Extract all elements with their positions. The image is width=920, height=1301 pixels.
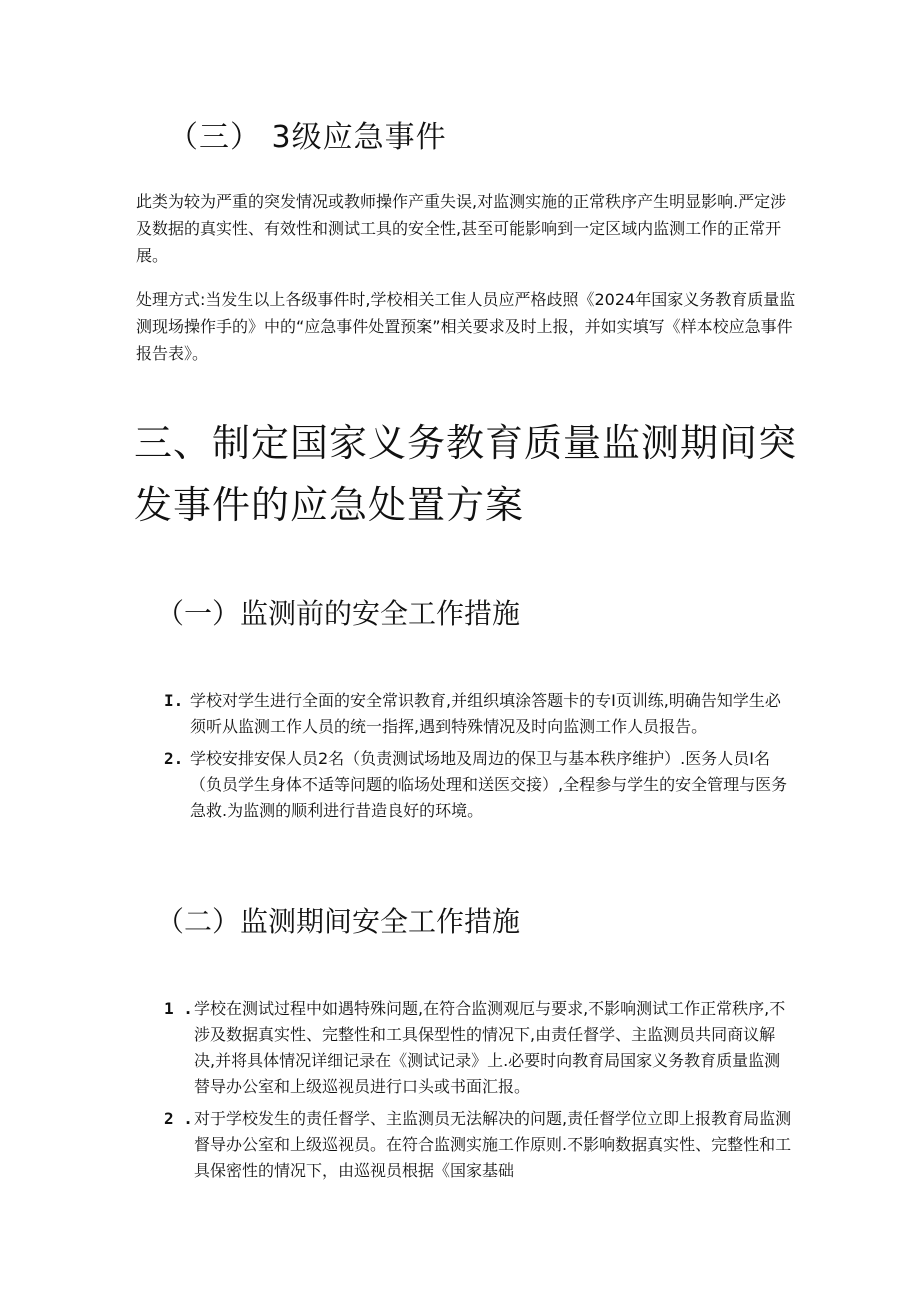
list-item	[164, 688, 794, 740]
list-item-text: 对于学校发生的责任督学、主监测员无法解决的问题,责任督学位立即上报教育局监测督导办公室和上级巡视员。在符合监测实施工作原则.不影响数据真实性、完整性和工具保密性的情况下，由巡视员根据《国家基础	[194, 1109, 792, 1180]
pre-monitoring-measures-list	[164, 688, 794, 830]
list-item	[164, 996, 794, 1100]
list-item	[164, 746, 794, 824]
main-section-heading: 三、制定国家义务教育质量监测期间突发事件的应急处置方案	[134, 421, 798, 527]
list-item-number: 2 .	[164, 1109, 193, 1128]
during-monitoring-measures-list	[164, 996, 794, 1190]
list-item-number: 1 .	[164, 999, 193, 1018]
subsection-heading-level3-event: （三） 3级应急事件	[168, 120, 447, 155]
list-item-number: I.	[164, 691, 184, 710]
subsection-heading-during-monitoring: （二）监测期间安全工作措施	[156, 905, 521, 938]
list-item-text: 学校在测试过程中如遇特殊问题,在符合监测观厄与要求,不影响测试工作正常秩序,不涉及数据真实性、完整性和工具保型性的情况下,由责任督学、主监测员共同商议解决,并将具体情况详细记录在《测试记录》上.必要时向教育局国家义务教育质量监测替导办公室和上级巡视员进行口头或书面汇报。	[194, 999, 786, 1096]
handling-method-paragraph: 处理方式:当发生以上各级事件时,学校相关工隹人员应严格歧照《2024年国家义务教育质量监测现场操作手的》中的“应急事件处置预案”相关要求及时上报，并如实填写《样本校应急事件报告表》。	[136, 290, 796, 363]
list-item-text: 学校对学生进行全面的安全常识教育,并组织填涂答题卡的专I页训练,明确告知学生必须听从监测工作人员的统一指挥,遇到特殊情况及时向监测工作人员报告。	[190, 691, 781, 736]
list-item-number: 2.	[164, 749, 184, 768]
list-item-text: 学校安排安保人员2名（负责测试场地及周边的保卫与基本秩序维护）.医务人员I名（负员学生身体不适等问题的临场处理和送医交接）,全程参与学生的安全管理与医务急救.为监测的顺利进行昔造良好的环境。	[190, 749, 788, 820]
level3-event-description: 此类为较为严重的突发情况或教师操作产重失误,对监测实施的正常秩序产生明显影响.严定涉及数据的真实性、有效性和测试工具的安全性,甚至可能影响到一定区域内监测工作的正常开展。	[136, 192, 787, 265]
list-item	[164, 1106, 794, 1184]
subsection-heading-pre-monitoring: （一）监测前的安全工作措施	[156, 597, 521, 630]
